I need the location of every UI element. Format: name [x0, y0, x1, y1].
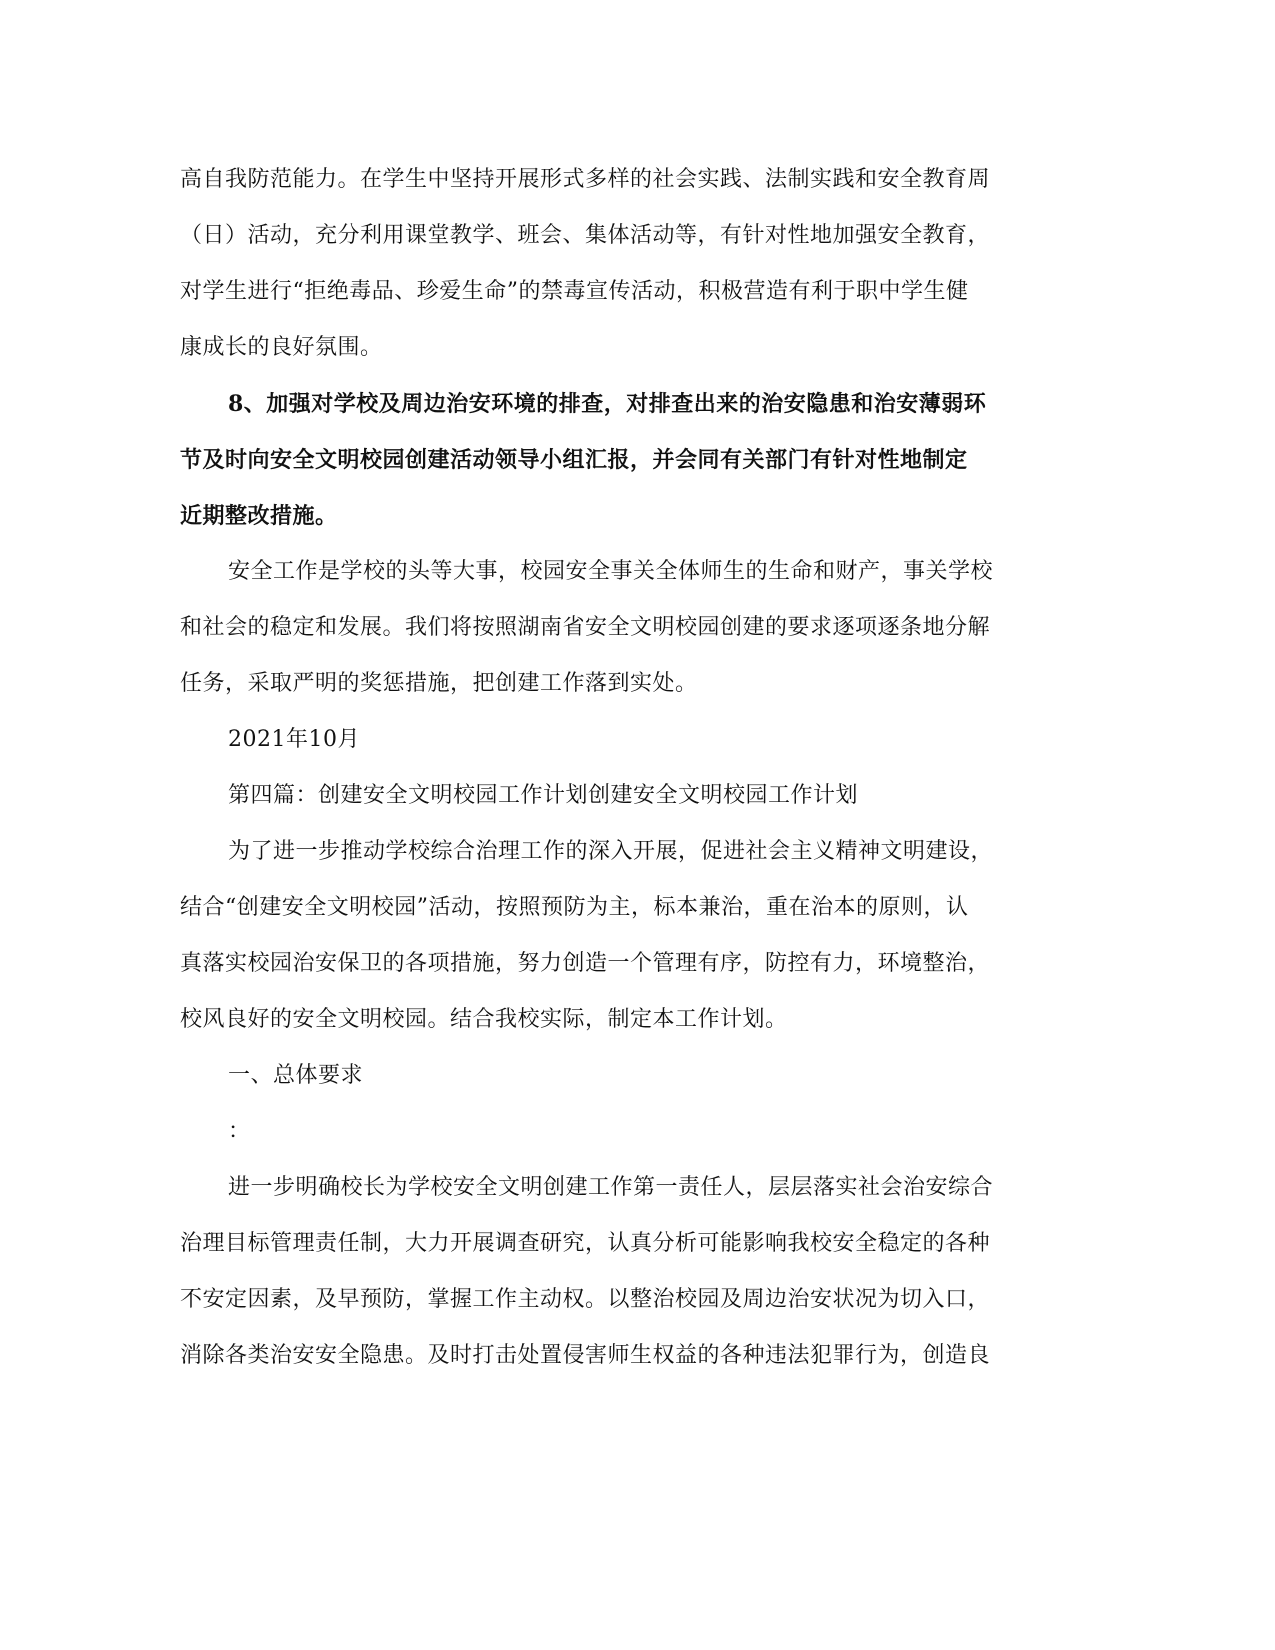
paragraph-item-8 [180, 376, 1080, 544]
text-line: 为了进一步推动学校综合治理工作的深入开展，促进社会主义精神文明建设， [228, 839, 994, 864]
text-line: 康成长的良好氛围。 [180, 335, 383, 360]
text-line: 校风良好的安全文明校园。结合我校实际，制定本工作计划。 [180, 1007, 788, 1032]
text-line: 消除各类治安安全隐患。及时打击处置侵害师生权益的各种违法犯罪行为，创造良 [180, 1343, 991, 1368]
document-date: 2021年10月 [228, 727, 360, 752]
colon-line: ： [228, 1119, 251, 1144]
section-heading: 第四篇：创建安全文明校园工作计划创建安全文明校园工作计划 [228, 783, 859, 808]
text-line: 近期整改措施。 [180, 503, 338, 529]
text-line: 不安定因素，及早预防，掌握工作主动权。以整治校园及周边治安状况为切入口， [180, 1287, 991, 1312]
text-line: 8、加强对学校及周边治安环境的排查，对排查出来的治安隐患和治安薄弱环 [228, 391, 987, 417]
text-line: 进一步明确校长为学校安全文明创建工作第一责任人，层层落实社会治安综合 [228, 1175, 994, 1200]
paragraph-conclusion [180, 544, 1080, 712]
paragraph-requirements [180, 1160, 1080, 1384]
text-line: 真落实校园治安保卫的各项措施，努力创造一个管理有序，防控有力，环境整治， [180, 951, 991, 976]
subsection-title: 一、总体要求 [228, 1063, 364, 1088]
text-line: 对学生进行“拒绝毒品、珍爱生命”的禁毒宣传活动，积极营造有利于职中学生健 [180, 279, 969, 304]
text-line: 高自我防范能力。在学生中坚持开展形式多样的社会实践、法制实践和安全教育周 [180, 167, 991, 192]
text-line: 和社会的稳定和发展。我们将按照湖南省安全文明校园创建的要求逐项逐条地分解 [180, 615, 991, 640]
paragraph-self-protection [180, 152, 1080, 376]
text-line: 节及时向安全文明校园创建活动领导小组汇报，并会同有关部门有针对性地制定 [180, 447, 968, 473]
text-line: 安全工作是学校的头等大事，校园安全事关全体师生的生命和财产，事关学校 [228, 559, 994, 584]
text-line: 结合“创建安全文明校园”活动，按照预防为主，标本兼治，重在治本的原则，认 [180, 895, 969, 920]
text-line: （日）活动，充分利用课堂教学、班会、集体活动等，有针对性地加强安全教育， [180, 223, 991, 248]
paragraph-intro [180, 824, 1080, 1048]
text-line: 任务，采取严明的奖惩措施，把创建工作落到实处。 [180, 671, 698, 696]
document-page [180, 152, 1080, 1384]
text-line: 治理目标管理责任制，大力开展调查研究，认真分析可能影响我校安全稳定的各种 [180, 1231, 991, 1256]
